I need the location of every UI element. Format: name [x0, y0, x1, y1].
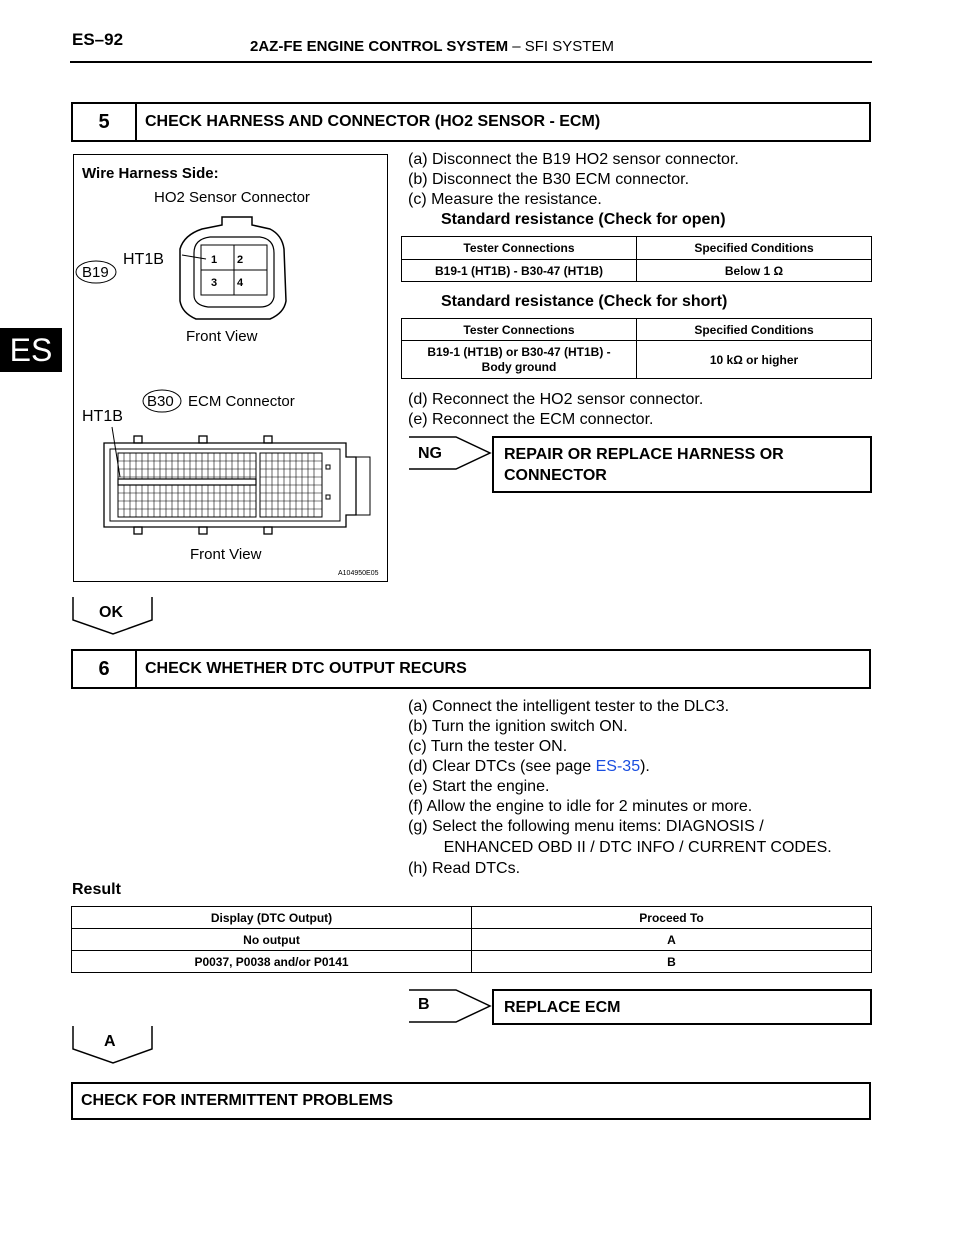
step5-instruction-e: (e) Reconnect the ECM connector. — [408, 411, 654, 428]
table-header: Specified Conditions — [637, 319, 872, 341]
ecm-tab — [199, 527, 207, 534]
ecm-connector-latch — [356, 457, 370, 515]
table-header: Tester Connections — [402, 237, 637, 260]
step6-instruction-g: (g) Select the following menu items: DIAGNOSIS / — [408, 818, 764, 835]
result-table — [71, 906, 872, 973]
ho2-connector-title: HO2 Sensor Connector — [154, 189, 310, 206]
step6-instruction-g-cont: ENHANCED OBD II / DTC INFO / CURRENT CODES. — [408, 839, 832, 856]
table-header: Proceed To — [472, 907, 872, 929]
step5-instruction-b: (b) Disconnect the B30 ECM connector. — [408, 171, 690, 188]
figure-id: A104950E05 — [338, 570, 379, 577]
step5-instruction-c: (c) Measure the resistance. — [408, 191, 602, 208]
header-rule — [70, 61, 872, 63]
ecm-tab — [199, 436, 207, 443]
b-result-text: REPLACE ECM — [504, 999, 621, 1016]
a-label: A — [104, 1033, 116, 1050]
table-cell — [402, 341, 637, 379]
b30-label: B30 — [147, 393, 174, 410]
ng-result-line2: CONNECTOR — [504, 467, 607, 484]
table-cell-line: Body ground — [481, 359, 557, 374]
ecm-tab — [264, 527, 272, 534]
ecm-tab — [134, 527, 142, 534]
step6-instruction-d — [408, 757, 650, 777]
header-title-bold: 2AZ-FE ENGINE CONTROL SYSTEM — [250, 38, 509, 55]
connector-diagram — [74, 155, 387, 581]
step-6-header — [71, 649, 871, 689]
es-35-link[interactable]: ES-35 — [595, 758, 641, 775]
step-5-header — [71, 102, 871, 142]
step6-instruction-c: (c) Turn the tester ON. — [408, 738, 568, 755]
result-label: Result — [72, 881, 121, 898]
ecm-marker — [326, 495, 330, 499]
section-side-tab: ES — [0, 328, 62, 372]
step6-instruction-e: (e) Start the engine. — [408, 778, 550, 795]
ht1b-bottom-label: HT1B — [82, 408, 123, 425]
page-number: ES–92 — [72, 30, 124, 49]
step5-instruction-a: (a) Disconnect the B19 HO2 sensor connector. — [408, 151, 739, 168]
ecm-tab — [264, 436, 272, 443]
table-row — [72, 951, 872, 973]
front-view-bottom-label: Front View — [190, 546, 262, 563]
pin-3-label: 3 — [211, 277, 218, 289]
table-row — [72, 929, 872, 951]
step6-instruction-f: (f) Allow the engine to idle for 2 minutes or more. — [408, 798, 753, 815]
table-row — [402, 260, 872, 282]
table-cell: No output — [72, 929, 472, 951]
step6-instruction-h: (h) Read DTCs. — [408, 860, 521, 877]
pin-1-label: 1 — [211, 254, 218, 266]
final-step-box — [71, 1082, 871, 1120]
wire-harness-side-label: Wire Harness Side: — [82, 165, 219, 182]
header-title-rest: – SFI SYSTEM — [512, 38, 614, 55]
short-check-table — [401, 318, 872, 379]
ecm-pin-grid-right — [260, 453, 322, 517]
step5-instruction-d: (d) Reconnect the HO2 sensor connector. — [408, 391, 704, 408]
table-cell: B — [472, 951, 872, 973]
step6-instruction-a: (a) Connect the intelligent tester to the DLC3. — [408, 698, 730, 715]
page-header-title — [250, 38, 614, 55]
short-check-heading: Standard resistance (Check for short) — [441, 293, 728, 310]
front-view-top-label: Front View — [186, 328, 258, 345]
step-title: CHECK HARNESS AND CONNECTOR (HO2 SENSOR - ECM) — [145, 113, 601, 130]
table-cell: Below 1 Ω — [637, 260, 872, 282]
pin-4-label: 4 — [237, 277, 244, 289]
ecm-marker — [326, 465, 330, 469]
instruction-text: (d) Clear DTCs (see page — [408, 758, 596, 775]
pin-2-label: 2 — [237, 254, 244, 266]
b19-label: B19 — [82, 264, 109, 281]
step6-instruction-b: (b) Turn the ignition switch ON. — [408, 718, 628, 735]
ht1b-top-label: HT1B — [123, 251, 164, 268]
ng-result-box — [492, 436, 872, 493]
b-label: B — [418, 996, 430, 1013]
ecm-tab — [134, 436, 142, 443]
ng-result-line1: REPAIR OR REPLACE HARNESS OR — [504, 446, 784, 463]
table-cell: P0037, P0038 and/or P0141 — [72, 951, 472, 973]
ecm-connector-title: ECM Connector — [188, 393, 295, 410]
open-check-heading: Standard resistance (Check for open) — [441, 211, 726, 228]
step-title: CHECK WHETHER DTC OUTPUT RECURS — [145, 660, 467, 677]
table-cell-line: B19-1 (HT1B) or B30-47 (HT1B) - — [427, 344, 611, 359]
step-number: 5 — [73, 104, 137, 140]
table-cell: A — [472, 929, 872, 951]
open-check-table — [401, 236, 872, 282]
step-number: 6 — [73, 651, 137, 687]
ok-label: OK — [99, 604, 123, 621]
table-cell: B19-1 (HT1B) - B30-47 (HT1B) — [402, 260, 637, 282]
table-cell: 10 kΩ or higher — [637, 341, 872, 379]
b-result-box — [492, 989, 872, 1025]
table-row — [402, 341, 872, 379]
ecm-pin-grid-left — [118, 453, 256, 517]
table-header: Tester Connections — [402, 319, 637, 341]
final-step-title: CHECK FOR INTERMITTENT PROBLEMS — [81, 1092, 393, 1109]
table-header: Specified Conditions — [637, 237, 872, 260]
wire-harness-figure — [73, 154, 388, 582]
ng-label: NG — [418, 445, 442, 462]
table-header: Display (DTC Output) — [72, 907, 472, 929]
instruction-text: ). — [640, 758, 650, 775]
ht1b-bottom-leader — [112, 427, 120, 477]
